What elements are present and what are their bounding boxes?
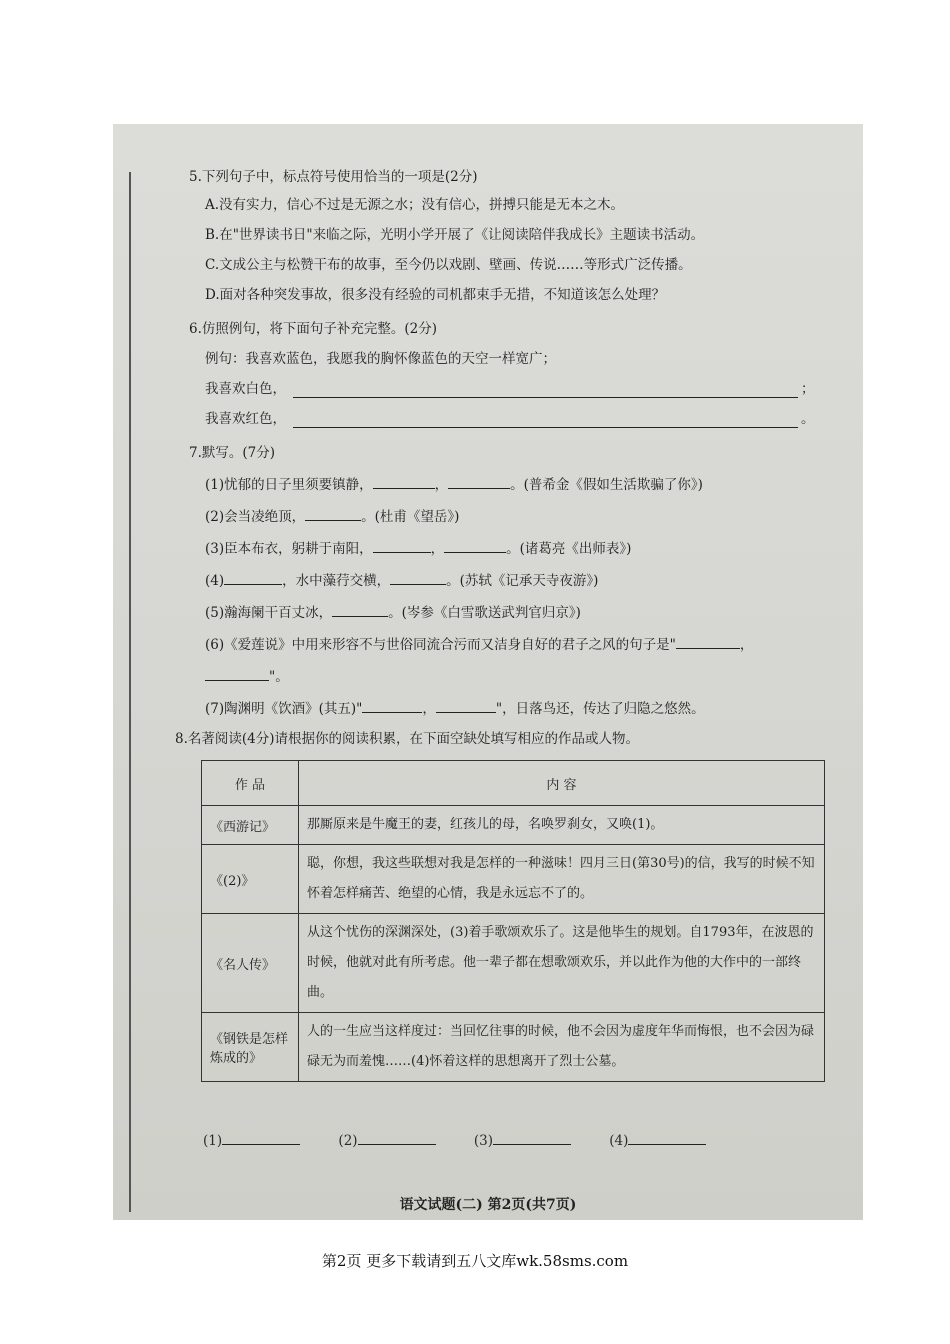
q7-3-text: (3)臣本布衣，躬耕于南阳，: [205, 541, 373, 557]
row1-content: 那厮原来是牛魔王的妻，红孩儿的母，名唤罗刹女，又唤(1)。: [299, 806, 825, 845]
q7-item-7: [205, 698, 705, 718]
q7-2-text: (2)会当凌绝顶，: [205, 509, 306, 525]
answer-1-blank[interactable]: [222, 1130, 300, 1145]
q7-1-comma: ，: [434, 477, 449, 493]
table-row: [202, 914, 825, 1013]
q7-7-blank-a[interactable]: [362, 698, 422, 713]
row3-content: 从这个忧伤的深渊深处，(3)着手歌颂欢乐了。这是他毕生的规划。自1793年，在波恩的时候，他就对此有所考虑。他一辈子都在想歌颂欢乐，并以此作为他的大作中的一部终曲。: [299, 914, 825, 1013]
q7-4-num: (4): [205, 573, 225, 589]
q5-option-c: C.文成公主与松赞干布的故事，至今仍以戏剧、壁画、传说……等形式广泛传播。: [205, 257, 692, 273]
q7-4-blank-b[interactable]: [390, 570, 446, 585]
table-row: [202, 806, 825, 845]
q7-3-source: 。(诸葛亮《出师表》): [506, 541, 632, 557]
row2-content: 聪，你想，我这些联想对我是怎样的一种滋味！四月三日(第30号)的信，我写的时候不知怀着怎样痛苦、绝望的心情，我是永远忘不了的。: [299, 845, 825, 914]
q7-4-text: ，水中藻荇交横，: [282, 573, 391, 589]
row1-work: 《西游记》: [202, 806, 299, 845]
table-header-row: [202, 761, 825, 806]
q7-1-blank-b[interactable]: [448, 474, 510, 489]
works-table: [201, 760, 825, 1082]
table-row: [202, 845, 825, 914]
q7-1-blank-a[interactable]: [373, 474, 435, 489]
document-footer: 第2页 更多下载请到五八文库wk.58sms.com: [321, 1252, 629, 1270]
q6-red-prompt: 我喜欢红色，: [205, 411, 286, 427]
q7-1-source: 。(普希金《假如生活欺骗了你》): [510, 477, 703, 493]
q5-option-a: A.没有实力，信心不过是无源之水；没有信心，拼搏只能是无本之木。: [205, 197, 625, 213]
q5-option-b: B.在"世界读书日"来临之际，光明小学开展了《让阅读陪伴我成长》主题读书活动。: [205, 227, 705, 243]
row3-work: 《名人传》: [202, 914, 299, 1013]
row4-content: 人的一生应当这样度过：当回忆往事的时候，他不会因为虚度年华而悔恨，也不会因为碌碌无为而羞愧……(4)怀着这样的思想离开了烈士公墓。: [299, 1013, 825, 1082]
q7-7-text: (7)陶渊明《饮酒》(其五)": [205, 701, 363, 717]
binding-margin-line: [129, 172, 131, 1212]
q7-item-6: [205, 634, 753, 654]
exam-page-photo: [113, 124, 863, 1220]
q7-5-text: (5)瀚海阑干百丈冰，: [205, 605, 333, 621]
q8-title: 8.名著阅读(4分)请根据你的阅读积累，在下面空缺处填写相应的作品或人物。: [175, 731, 640, 747]
q7-6-end: "。: [269, 669, 289, 685]
q7-6-text: (6)《爱莲说》中用来形容不与世俗同流合污而又洁身自好的君子之风的句子是": [205, 637, 676, 653]
q7-3-blank-a[interactable]: [373, 538, 431, 553]
q7-4-source: 。(苏轼《记承天寺夜游》): [446, 573, 599, 589]
answer-1: (1): [203, 1130, 300, 1149]
q5-title: 5.下列句子中，标点符号使用恰当的一项是(2分): [189, 169, 478, 185]
q7-2-source: 。(杜甫《望岳》): [361, 509, 460, 525]
q7-item-2: [205, 506, 459, 526]
q7-3-blank-b[interactable]: [444, 538, 506, 553]
q7-3-comma: ，: [430, 541, 445, 557]
q7-4-blank-a[interactable]: [224, 570, 282, 585]
q8-answer-blanks: [203, 1130, 740, 1149]
q7-7-comma: ，: [422, 701, 436, 717]
exam-page-number: 语文试题(二) 第2页(共7页): [399, 1197, 577, 1213]
q7-title: 7.默写。(7分): [189, 445, 276, 461]
q7-item-3: [205, 538, 631, 558]
answer-2: (2): [338, 1130, 435, 1149]
q7-item-6-cont: [205, 666, 289, 686]
q6-red-blank[interactable]: [293, 426, 798, 428]
q6-title: 6.仿照例句，将下面句子补充完整。(2分): [189, 321, 438, 337]
q6-example: 例句：我喜欢蓝色，我愿我的胸怀像蓝色的天空一样宽广；: [205, 351, 556, 367]
q7-item-1: [205, 474, 703, 494]
q7-7-blank-b[interactable]: [436, 698, 496, 713]
q6-white-blank[interactable]: [293, 396, 798, 398]
q7-5-source: 。(岑参《白雪歌送武判官归京》): [388, 605, 581, 621]
q7-2-blank[interactable]: [305, 506, 361, 521]
answer-4: (4): [609, 1130, 706, 1149]
q6-white-end: ；: [801, 381, 815, 397]
q7-6-blank-b[interactable]: [205, 666, 269, 681]
q7-5-blank[interactable]: [332, 602, 388, 617]
answer-3-blank[interactable]: [493, 1130, 571, 1145]
q5-option-d: D.面对各种突发事故，很多没有经验的司机都束手无措，不知道该怎么处理？: [205, 287, 666, 303]
q7-6-comma: ，: [739, 637, 754, 653]
q6-white-prompt: 我喜欢白色，: [205, 381, 286, 397]
header-content: 内 容: [299, 761, 825, 806]
q7-6-blank-a[interactable]: [676, 634, 740, 649]
header-work: 作 品: [202, 761, 299, 806]
answer-2-blank[interactable]: [358, 1130, 436, 1145]
row4-work: 《钢铁是怎样炼成的》: [202, 1013, 299, 1082]
answer-3: (3): [474, 1130, 571, 1149]
answer-4-blank[interactable]: [628, 1130, 706, 1145]
row2-work: 《(2)》: [202, 845, 299, 914]
table-row: [202, 1013, 825, 1082]
q6-red-end: 。: [801, 411, 815, 427]
q7-1-text: (1)忧郁的日子里须要镇静，: [205, 477, 373, 493]
q7-7-end: "，日落鸟还，传达了归隐之悠然。: [495, 701, 705, 717]
q7-item-4: [205, 570, 598, 590]
q7-item-5: [205, 602, 581, 622]
